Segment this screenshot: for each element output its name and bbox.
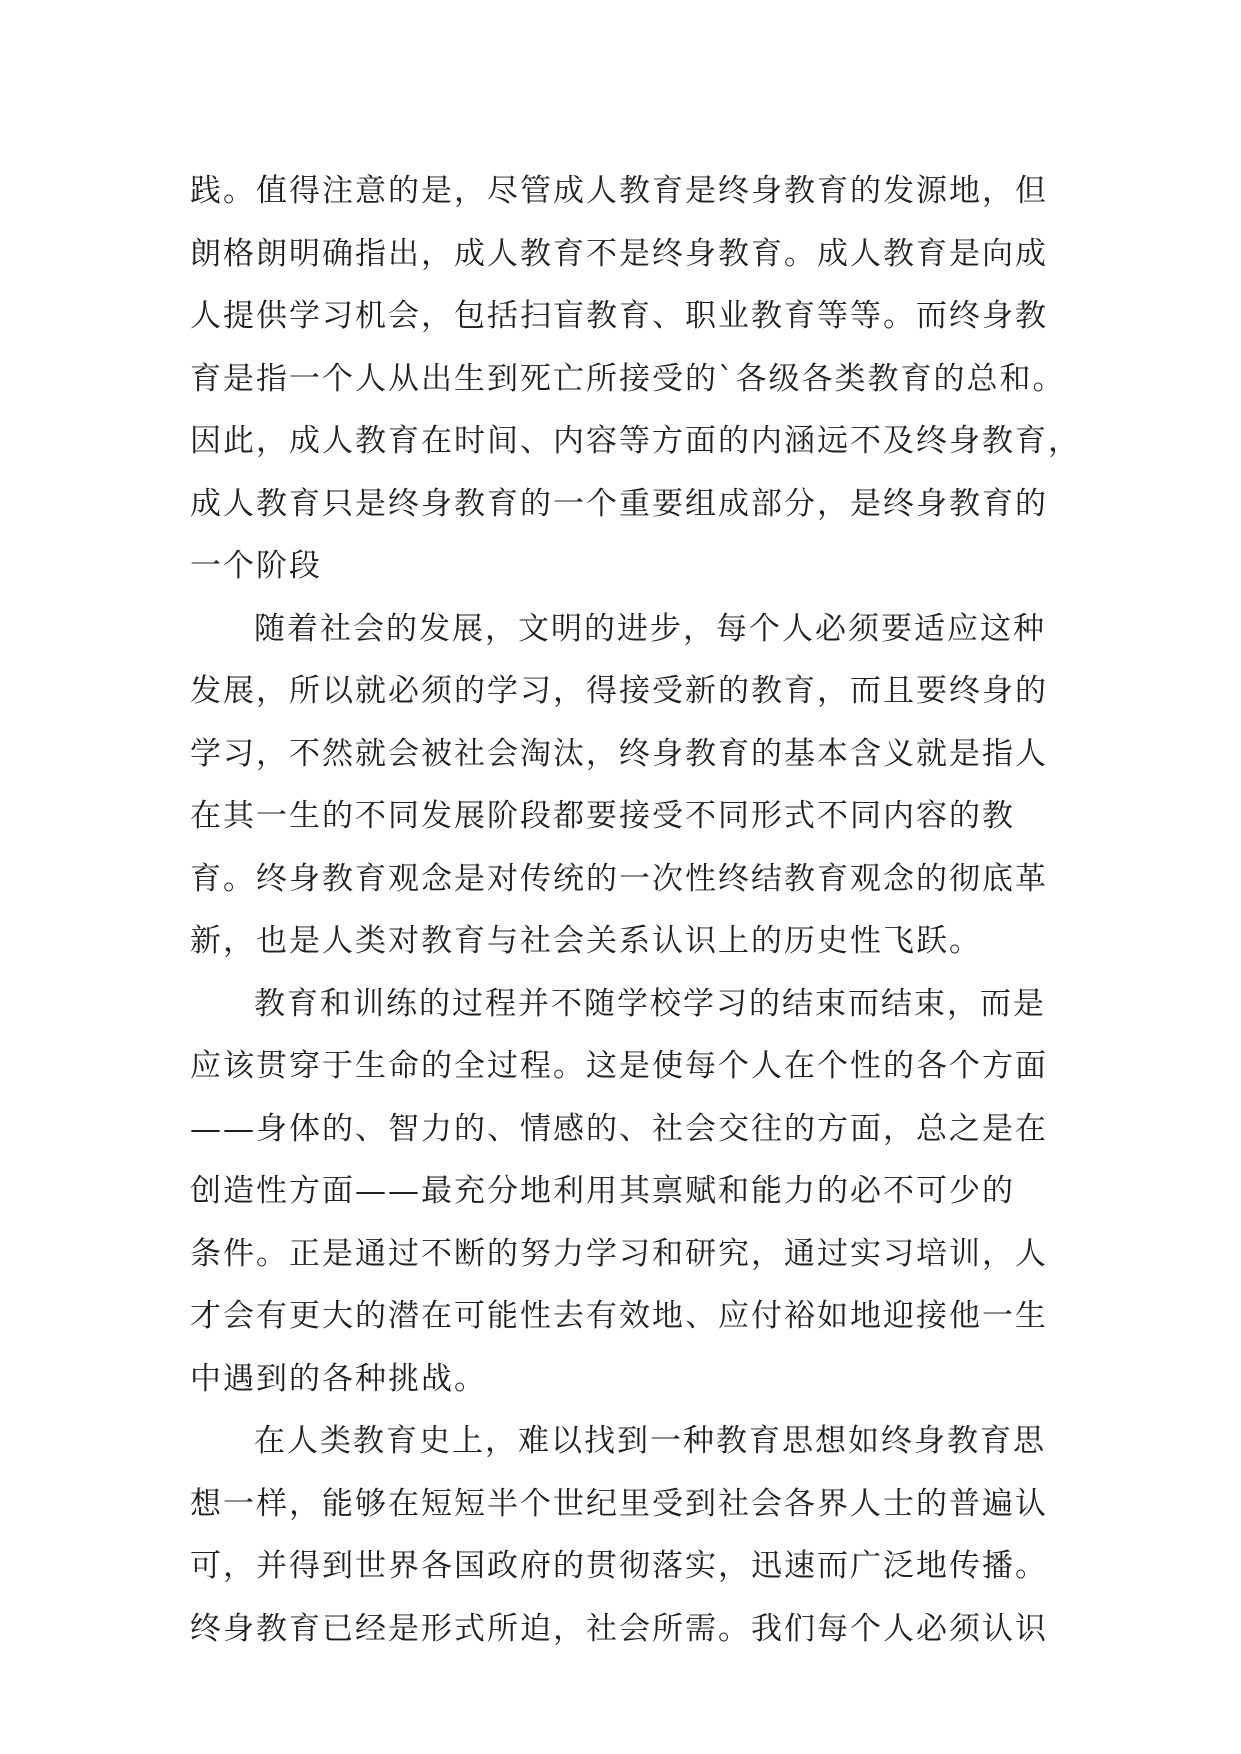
text-line: 因此，成人教育在时间、内容等方面的内涵远不及终身教育， [190,423,1081,459]
text-line: 育。终身教育观念是对传统的一次性终结教育观念的彻底革 [190,860,1048,897]
text-line: 学习，不然就会被社会淘汰，终身教育的基本含义就是指人 [190,735,1048,772]
text-line: 践。值得注意的是，尽管成人教育是终身教育的发源地，但 [190,173,1048,209]
text-line: 新，也是人类对教育与社会关系认识上的历史性飞跃。 [190,923,982,959]
text-line: 一个阶段 [190,548,322,584]
text-line: 终身教育已经是形式所迫，社会所需。我们每个人必须认识 [190,1610,1048,1647]
text-line: 人提供学习机会，包括扫盲教育、职业教育等等。而终身教 [190,298,1048,334]
text-line: 可，并得到世界各国政府的贯彻落实，迅速而广泛地传播。 [190,1548,1048,1584]
paragraph-first-line: 教育和训练的过程并不随学校学习的结束而结束，而是 [254,985,1046,1022]
text-line: 中遇到的各种挑战。 [190,1360,487,1397]
text-line: 成人教育只是终身教育的一个重要组成部分，是终身教育的 [190,485,1048,522]
text-line: 在其一生的不同发展阶段都要接受不同形式不同内容的教 [190,798,1015,834]
text-line: 应该贯穿于生命的全过程。这是使每个人在个性的各个方面 [190,1048,1048,1084]
text-line: 创造性方面——最充分地利用其禀赋和能力的必不可少的 [190,1173,1015,1209]
text-line: 条件。正是通过不断的努力学习和研究，通过实习培训，人 [190,1235,1048,1272]
text-line: 才会有更大的潜在可能性去有效地、应付裕如地迎接他一生 [190,1298,1048,1334]
paragraph-first-line: 在人类教育史上，难以找到一种教育思想如终身教育思 [254,1423,1046,1459]
text-line: 发展，所以就必须的学习，得接受新的教育，而且要终身的 [190,673,1048,709]
body-text [190,160,1090,1660]
text-line: 想一样，能够在短短半个世纪里受到社会各界人士的普遍认 [190,1485,1048,1522]
text-line: ——身体的、智力的、情感的、社会交往的方面，总之是在 [190,1110,1048,1147]
text-line: 育是指一个人从出生到死亡所接受的`各级各类教育的总和。 [190,360,1066,397]
text-line: 朗格朗明确指出，成人教育不是终身教育。成人教育是向成 [190,235,1048,272]
paragraph-first-line: 随着社会的发展，文明的进步，每个人必须要适应这种 [254,610,1046,647]
